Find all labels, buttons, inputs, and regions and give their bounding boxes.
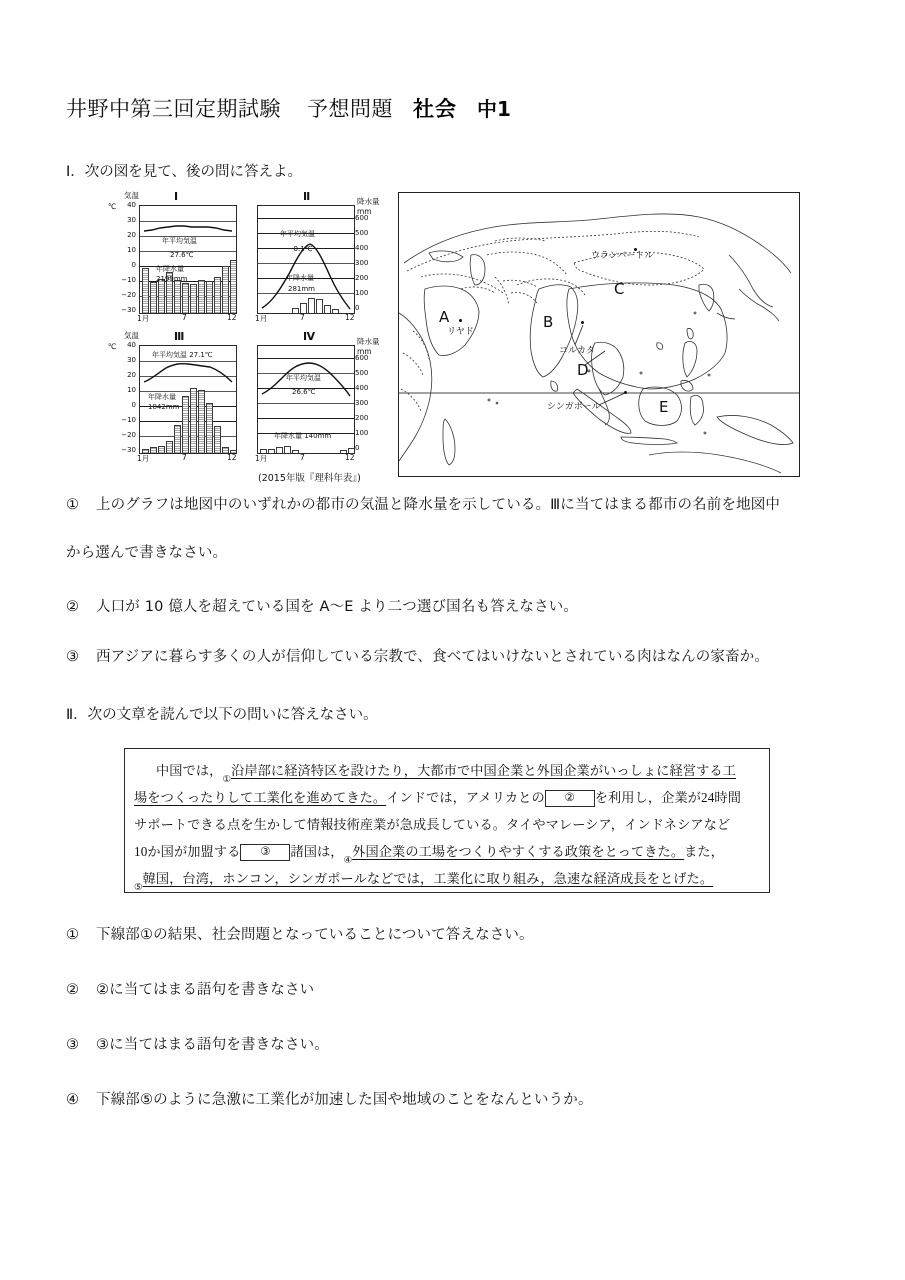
passage-blank-3[interactable]: ③ — [240, 844, 290, 861]
graph-3-yunit: ℃ — [108, 342, 117, 351]
graph-1-annotation: 年平均気温 — [162, 237, 197, 245]
question-2-4-text: 下線部⑤のように急激に工業化が加速した国や地域のことをなんというか。 — [96, 1092, 593, 1108]
passage-blank-2[interactable]: ② — [545, 790, 595, 807]
graph-3-ytick: 0 — [131, 401, 136, 409]
graph-1-ytick: −20 — [121, 291, 136, 299]
graph-4-ytick: 400 — [355, 384, 369, 392]
question-1-2-text: 人口が 10 億人を超えている国を A〜E より二つ選び国名も答えなさい。 — [96, 599, 579, 615]
passage-l2-b: インドでは，アメリカとの — [386, 790, 545, 805]
graph-2-ylabel: 降水量 — [357, 197, 380, 206]
map-label-d: D — [577, 361, 589, 379]
title-school: 井野中第三回定期試験 — [66, 97, 281, 121]
graph-4-xtick: 1月 — [255, 454, 268, 463]
climate-graph-2 — [251, 192, 390, 324]
graph-2-xtick: 7 — [300, 313, 305, 322]
graph-3-xtick: 12 — [227, 453, 237, 462]
passage-underline-mark-5: ⑤ — [134, 882, 143, 893]
graph-2-ytick: 400 — [355, 244, 369, 252]
graph-3-xtick: 7 — [182, 453, 187, 462]
graph-3-annotation: 年平均気温 27.1℃ — [152, 351, 213, 359]
passage-line-1 — [134, 757, 762, 784]
title-kind: 予想問題 — [307, 97, 393, 121]
graph-2-annotation: -0.1℃ — [291, 245, 313, 253]
graph-4-ytick: 300 — [355, 399, 369, 407]
passage-l4-a: 10か国が加盟する — [134, 844, 241, 859]
question-2-4 — [66, 1088, 593, 1109]
map-city-ulaanbaatar: ウランバートル — [591, 251, 654, 261]
passage-l3: サポートできる点を生かして情報技術産業が急成長している。タイやマレーシア，インドネシアなど — [134, 817, 731, 832]
graph-4-title: Ⅳ — [303, 330, 316, 343]
graph-3-ytick: 40 — [127, 341, 136, 349]
city-dot-riyadh — [459, 319, 462, 322]
section-2-heading: Ⅱ．次の文章を読んで以下の問いに答えなさい。 — [66, 707, 378, 723]
map-label-c: C — [614, 280, 625, 298]
asia-map — [398, 192, 800, 477]
map-label-e: E — [659, 398, 669, 416]
graph-2-annotation: 年降水量 — [286, 274, 314, 282]
climate-graph-3 — [108, 332, 240, 467]
passage-underline-mark-1: ① — [222, 774, 232, 785]
climate-graph-4 — [251, 332, 390, 467]
graph-2-title: Ⅱ — [303, 190, 311, 203]
graph-3-ytick: −30 — [121, 446, 136, 454]
graph-3-ytick: 10 — [127, 386, 136, 394]
graph-3-ytick: −10 — [121, 416, 136, 424]
graph-2-temp-curve — [258, 206, 354, 313]
graph-3-plot — [139, 345, 237, 454]
city-dot-kolkata — [581, 321, 584, 324]
graph-2-ytick: 300 — [355, 259, 369, 267]
graph-4-xtick: 7 — [300, 453, 305, 462]
graph-1-ylabel: 気温 — [124, 191, 139, 200]
passage-l4-c: また， — [684, 844, 724, 859]
passage-text — [134, 757, 762, 892]
question-1-1-cont: から選んで書きなさい。 — [66, 545, 228, 561]
passage-l1-a: 中国では， — [156, 763, 223, 778]
graph-3-xtick: 1月 — [137, 454, 150, 463]
question-2-4-number: ④ — [66, 1092, 80, 1108]
graph-2-ytick: 600 — [355, 214, 369, 222]
graph-3-ytick: 20 — [127, 371, 136, 379]
climate-graphs — [108, 192, 390, 482]
graph-1-ytick: −10 — [121, 276, 136, 284]
graph-2-xtick: 12 — [345, 313, 355, 322]
map-city-singapore: シンガポール — [547, 402, 601, 412]
graph-3-title: Ⅲ — [174, 330, 185, 343]
graph-1-ytick: 20 — [127, 231, 136, 239]
title-subject: 社会 — [413, 97, 457, 121]
graph-2-annotation: 年平均気温 — [280, 230, 315, 238]
question-1-3-number: ③ — [66, 649, 80, 665]
passage-underline-mark-4: ④ — [343, 855, 353, 866]
graph-4-annotation: 26.6℃ — [292, 388, 316, 396]
graph-1-ytick: 0 — [131, 261, 136, 269]
question-1-1-number: ① — [66, 497, 80, 513]
graph-3-ytick: −20 — [121, 431, 136, 439]
graph-1-yunit: ℃ — [108, 202, 117, 211]
graph-3-annotation: 1842mm — [148, 403, 180, 411]
passage-line-3 — [134, 811, 762, 838]
question-2-1 — [66, 923, 534, 944]
question-2-3-number: ③ — [66, 1037, 80, 1053]
passage-line-5 — [134, 865, 762, 892]
map-city-riyadh: リヤド — [447, 327, 474, 337]
question-2-3-text: ③に当てはまる語句を書きなさい。 — [96, 1037, 329, 1053]
graph-4-xtick: 12 — [345, 453, 355, 462]
graph-3-ytick: 30 — [127, 356, 136, 364]
graph-4-ytick: 200 — [355, 414, 369, 422]
graph-2-plot — [257, 205, 355, 314]
graph-1-ytick: 40 — [127, 201, 136, 209]
question-1-2-number: ② — [66, 599, 80, 615]
graph-1-xtick: 7 — [182, 313, 187, 322]
section-1-heading: Ⅰ．次の図を見て、後の問に答えよ。 — [66, 164, 302, 180]
graph-1-ytick: −30 — [121, 306, 136, 314]
question-1-3 — [66, 645, 769, 666]
map-label-a: A — [439, 308, 450, 326]
graph-4-annotation: 年降水量 140mm — [274, 432, 332, 440]
question-2-2-number: ② — [66, 982, 80, 998]
question-1-3-text: 西アジアに暮らす多くの人が信仰している宗教で、食べてはいけないとされている肉はなんの家畜か。 — [96, 649, 770, 665]
question-1-1 — [66, 493, 780, 514]
graph-2-ytick: 0 — [355, 304, 360, 312]
question-1-2 — [66, 595, 578, 616]
question-1-1-text: 上のグラフは地図中のいずれかの都市の気温と降水量を示している。Ⅲに当てはまる都市の名前を地図中 — [96, 497, 781, 513]
figure-area — [108, 192, 798, 482]
graph-4-plot — [257, 345, 355, 454]
graph-1-ytick: 10 — [127, 246, 136, 254]
question-2-2 — [66, 978, 314, 999]
passage-line-2 — [134, 784, 762, 811]
city-dot-singapore — [624, 391, 627, 394]
graph-4-ytick: 500 — [355, 369, 369, 377]
passage-line-4 — [134, 838, 762, 865]
map-label-b: B — [543, 313, 554, 331]
graph-2-ytick: 200 — [355, 274, 369, 282]
graph-4-ytick: 0 — [355, 444, 360, 452]
graph-4-yunit: mm — [357, 347, 372, 356]
graph-1-annotation: 年降水量 — [156, 265, 184, 273]
graph-4-annotation: 年平均気温 — [286, 374, 321, 382]
page-title — [66, 93, 511, 123]
passage-l4-underlined: 外国企業の工場をつくりやすくする政策をとってきた。 — [352, 844, 685, 859]
figure-source-note: (2015年版『理科年表』) — [258, 473, 361, 484]
graph-1-annotation: 2199mm — [156, 275, 188, 283]
passage-l1-underlined: 沿岸部に経済特区を設けたり，大都市で中国企業と外国企業がいっしょに経営する工 — [231, 763, 736, 778]
passage-box — [124, 748, 770, 893]
graph-3-annotation: 年降水量 — [148, 393, 176, 401]
graph-4-ytick: 600 — [355, 354, 369, 362]
climate-graph-1 — [108, 192, 240, 324]
graph-1-title: Ⅰ — [174, 190, 179, 203]
question-2-1-number: ① — [66, 927, 80, 943]
map-city-kolkata: コルカタ — [559, 346, 596, 356]
graph-1-plot — [139, 205, 237, 314]
question-2-1-text: 下線部①の結果、社会問題となっていることについて答えなさい。 — [96, 927, 534, 943]
question-2-2-text: ②に当てはまる語句を書きなさい — [96, 982, 315, 998]
graph-4-ytick: 100 — [355, 429, 369, 437]
passage-l4-b: 諸国は， — [290, 844, 344, 859]
passage-l2-underlined: 場をつくったりして工業化を進めてきた。 — [134, 790, 387, 805]
graph-1-xtick: 12 — [227, 313, 237, 322]
graph-2-yunit: mm — [357, 207, 372, 216]
graph-3-ylabel: 気温 — [124, 331, 139, 340]
passage-l5-underlined: 韓国，台湾，ホンコン，シンガポールなどでは，工業化に取り組み，急速な経済成長をとげた。 — [142, 871, 714, 886]
question-2-3 — [66, 1033, 329, 1054]
graph-1-xtick: 1月 — [137, 314, 150, 323]
graph-2-ytick: 500 — [355, 229, 369, 237]
graph-2-annotation: 281mm — [288, 285, 315, 293]
title-grade: 中1 — [477, 97, 511, 121]
graph-1-annotation: 27.6℃ — [170, 251, 194, 259]
graph-1-ytick: 30 — [127, 216, 136, 224]
passage-l2-c: を利用し，企業が24時間 — [594, 790, 741, 805]
graph-2-ytick: 100 — [355, 289, 369, 297]
graph-4-ylabel: 降水量 — [357, 337, 380, 346]
graph-2-xtick: 1月 — [255, 314, 268, 323]
